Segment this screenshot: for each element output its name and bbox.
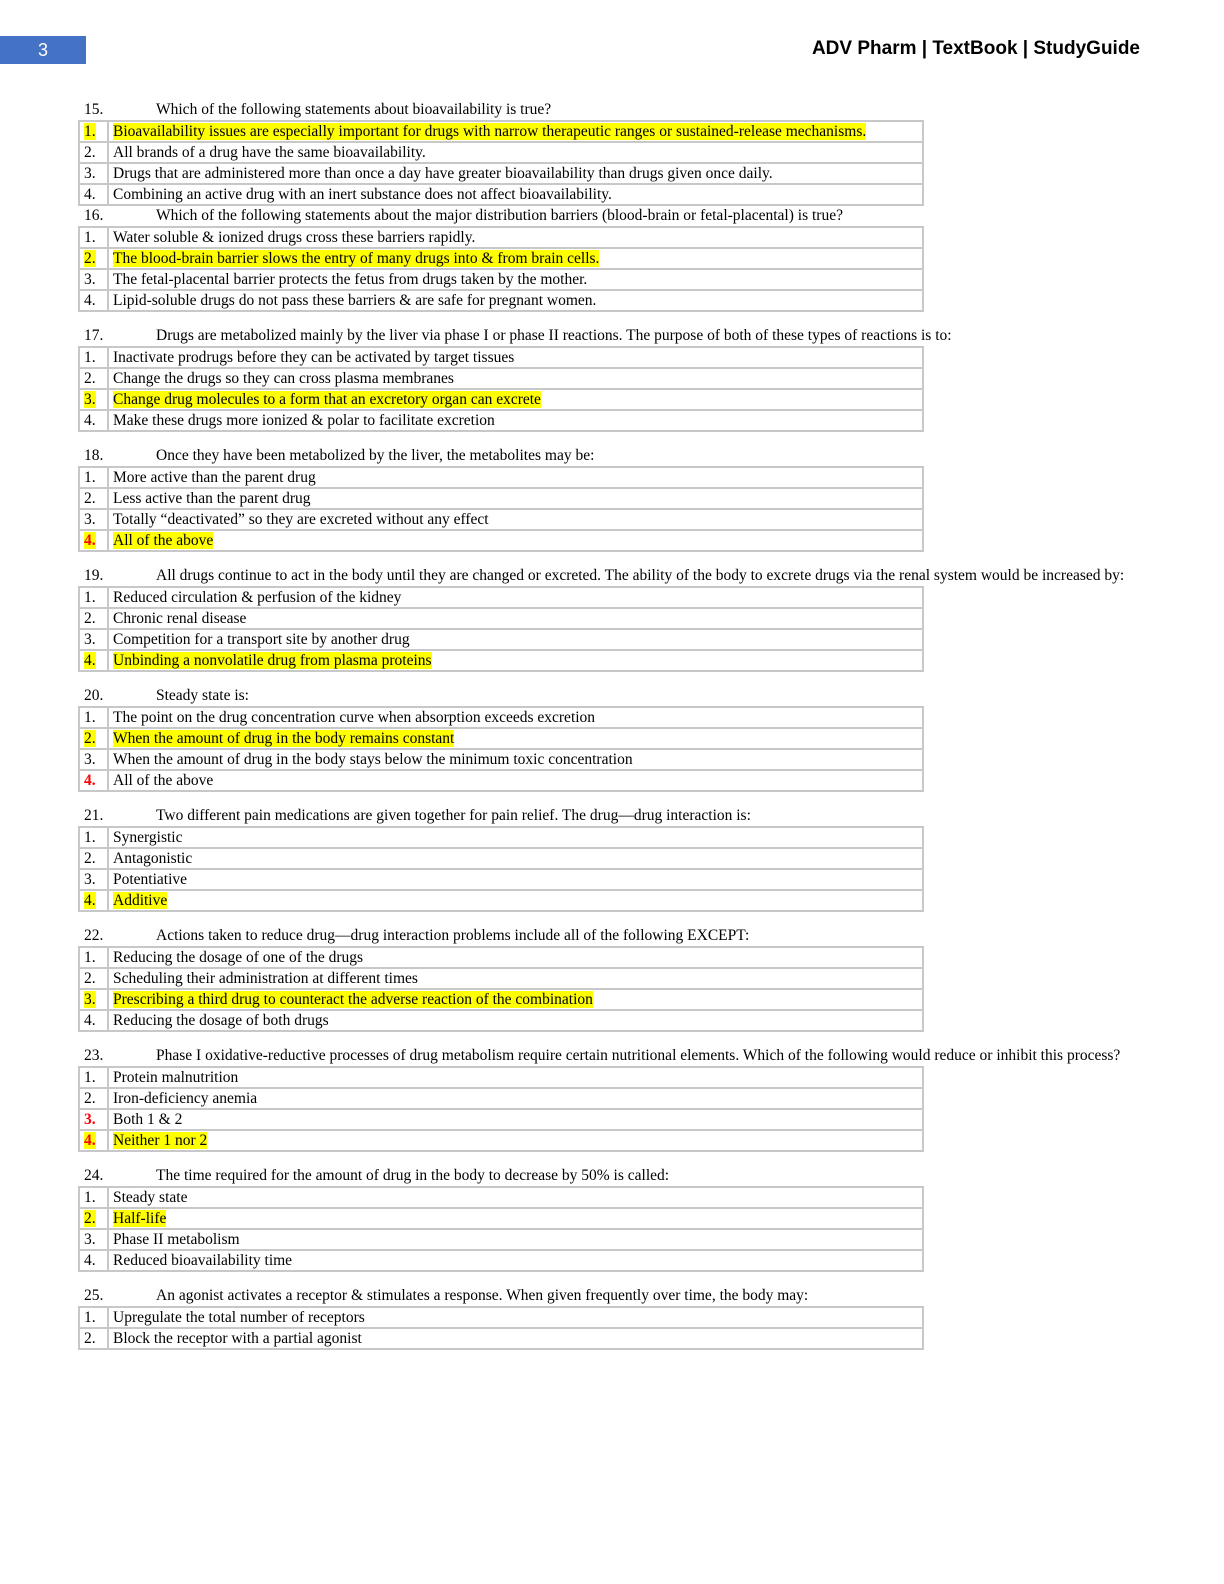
option-row (79, 1130, 923, 1151)
question-text: Once they have been metabolized by the liver, the metabolites may be: (156, 447, 595, 464)
question-stem (78, 1286, 1168, 1306)
option-row (79, 347, 923, 368)
option-number: 4. (84, 1252, 96, 1269)
option-row (79, 1250, 923, 1271)
option-number: 3. (84, 751, 96, 768)
option-text: Drugs that are administered more than once a day have greater bioavailability than drugs given once daily. (113, 165, 773, 182)
question-20 (78, 686, 1168, 792)
header-title: ADV Pharm | TextBook | StudyGuide (811, 38, 1140, 59)
question-stem (78, 326, 1168, 346)
option-text: Potentiative (113, 871, 188, 888)
options-table (78, 466, 924, 552)
option-number: 2. (84, 610, 96, 627)
option-number: 1. (84, 709, 96, 726)
question-text: Two different pain medications are given together for pain relief. The drug—drug interaction is: (156, 807, 751, 824)
option-number: 4. (84, 186, 96, 203)
options-table (78, 120, 924, 206)
option-number: 2. (84, 850, 96, 867)
option-row (79, 1187, 923, 1208)
question-number: 17. (84, 327, 104, 344)
option-text: Additive (113, 892, 168, 909)
option-number: 1. (84, 1069, 96, 1086)
options-table (78, 706, 924, 792)
option-row (79, 749, 923, 770)
option-text: Make these drugs more ionized & polar to facilitate excretion (113, 412, 495, 429)
option-row (79, 467, 923, 488)
option-number: 4. (84, 532, 96, 549)
question-number: 24. (84, 1167, 104, 1184)
option-number: 4. (84, 412, 96, 429)
question-text: The time required for the amount of drug in the body to decrease by 50% is called: (156, 1167, 670, 1184)
question-18 (78, 446, 1168, 552)
question-stem (78, 686, 1168, 706)
question-stem (78, 806, 1168, 826)
option-row (79, 163, 923, 184)
option-row (79, 389, 923, 410)
question-stem (78, 1046, 1168, 1066)
option-number: 1. (84, 123, 96, 140)
question-text: Steady state is: (156, 687, 249, 704)
options-table (78, 1066, 924, 1152)
option-number: 4. (84, 1012, 96, 1029)
option-number: 2. (84, 970, 96, 987)
question-list (78, 100, 1168, 1364)
option-row (79, 227, 923, 248)
option-number: 1. (84, 1309, 96, 1326)
option-number: 1. (84, 229, 96, 246)
option-text: Upregulate the total number of receptors (113, 1309, 365, 1326)
question-number: 21. (84, 807, 104, 824)
option-text: All of the above (113, 532, 214, 549)
option-row (79, 1328, 923, 1349)
option-row (79, 1088, 923, 1109)
option-number: 3. (84, 991, 96, 1008)
option-number: 3. (84, 391, 96, 408)
option-text: Protein malnutrition (113, 1069, 239, 1086)
option-text: The blood-brain barrier slows the entry of many drugs into & from brain cells. (113, 250, 600, 267)
option-row (79, 869, 923, 890)
option-row (79, 1229, 923, 1250)
option-text: Inactivate prodrugs before they can be activated by target tissues (113, 349, 515, 366)
option-text: Water soluble & ionized drugs cross these barriers rapidly. (113, 229, 476, 246)
question-text: Actions taken to reduce drug—drug interaction problems include all of the following EXCEPT: (156, 927, 750, 944)
page-number: 3 (37, 39, 48, 60)
option-text: Steady state (113, 1189, 188, 1206)
option-row (79, 488, 923, 509)
options-table (78, 346, 924, 432)
option-row (79, 248, 923, 269)
option-text: Reducing the dosage of one of the drugs (113, 949, 364, 966)
options-table (78, 1186, 924, 1272)
option-text: Scheduling their administration at different times (113, 970, 418, 987)
question-text: All drugs continue to act in the body until they are changed or excreted. The ability of the body to excrete drugs via the renal system would be increased by: (156, 567, 1125, 584)
option-row (79, 728, 923, 749)
option-text: Antagonistic (113, 850, 193, 867)
option-text: Block the receptor with a partial agonist (113, 1330, 362, 1347)
options-table (78, 586, 924, 672)
question-stem (78, 100, 1168, 120)
question-stem (78, 566, 1168, 586)
option-number: 2. (84, 144, 96, 161)
option-number: 4. (84, 292, 96, 309)
option-row (79, 608, 923, 629)
question-number: 15. (84, 101, 104, 118)
question-text: Which of the following statements about bioavailability is true? (156, 101, 552, 118)
options-table (78, 1306, 924, 1350)
option-text: Both 1 & 2 (113, 1111, 183, 1128)
options-table (78, 946, 924, 1032)
question-stem (78, 446, 1168, 466)
question-number: 20. (84, 687, 104, 704)
option-number: 4. (84, 1132, 96, 1149)
question-19 (78, 566, 1168, 672)
option-number: 3. (84, 631, 96, 648)
option-row (79, 848, 923, 869)
question-22 (78, 926, 1168, 1032)
option-row (79, 968, 923, 989)
option-row (79, 530, 923, 551)
option-row (79, 890, 923, 911)
option-row (79, 707, 923, 728)
option-text: Iron-deficiency anemia (113, 1090, 258, 1107)
option-text: Combining an active drug with an inert substance does not affect bioavailability. (113, 186, 612, 203)
option-text: Neither 1 nor 2 (113, 1132, 208, 1149)
option-number: 2. (84, 1210, 96, 1227)
option-text: Reduced bioavailability time (113, 1252, 293, 1269)
option-text: Change the drugs so they can cross plasma membranes (113, 370, 454, 387)
option-text: The point on the drug concentration curve when absorption exceeds excretion (113, 709, 596, 726)
question-text: Phase I oxidative-reductive processes of drug metabolism require certain nutritional elements. Which of the following would reduce or inhibit this process? (156, 1047, 1121, 1064)
option-text: Synergistic (113, 829, 183, 846)
option-text: All brands of a drug have the same bioavailability. (113, 144, 426, 161)
option-row (79, 587, 923, 608)
option-row (79, 1208, 923, 1229)
option-row (79, 650, 923, 671)
option-text: More active than the parent drug (113, 469, 316, 486)
option-text: Half-life (113, 1210, 167, 1227)
option-number: 3. (84, 165, 96, 182)
question-17 (78, 326, 1168, 432)
question-number: 19. (84, 567, 104, 584)
option-row (79, 142, 923, 163)
option-text: Bioavailability issues are especially important for drugs with narrow therapeutic ranges or sustained-release mechanisms. (113, 123, 867, 140)
option-text: Totally “deactivated” so they are excreted without any effect (113, 511, 489, 528)
option-row (79, 410, 923, 431)
question-number: 25. (84, 1287, 104, 1304)
option-text: Reduced circulation & perfusion of the kidney (113, 589, 402, 606)
question-number: 18. (84, 447, 104, 464)
option-row (79, 184, 923, 205)
question-number: 16. (84, 207, 104, 224)
question-stem (78, 926, 1168, 946)
question-stem (78, 1166, 1168, 1186)
option-number: 1. (84, 829, 96, 846)
option-number: 1. (84, 469, 96, 486)
option-row (79, 770, 923, 791)
option-row (79, 121, 923, 142)
option-number: 3. (84, 271, 96, 288)
question-16 (78, 206, 1168, 312)
question-number: 23. (84, 1047, 104, 1064)
option-number: 2. (84, 490, 96, 507)
option-number: 2. (84, 250, 96, 267)
option-text: Competition for a transport site by another drug (113, 631, 410, 648)
question-25 (78, 1286, 1168, 1350)
question-23 (78, 1046, 1168, 1152)
option-number: 1. (84, 349, 96, 366)
option-text: All of the above (113, 772, 214, 789)
option-row (79, 827, 923, 848)
option-number: 3. (84, 1111, 96, 1128)
option-text: Phase II metabolism (113, 1231, 240, 1248)
question-text: An agonist activates a receptor & stimulates a response. When given frequently over time, the body may: (156, 1287, 809, 1304)
option-number: 3. (84, 1231, 96, 1248)
option-number: 3. (84, 871, 96, 888)
option-text: Lipid-soluble drugs do not pass these barriers & are safe for pregnant women. (113, 292, 597, 309)
question-15 (78, 100, 1168, 206)
option-row (79, 368, 923, 389)
options-table (78, 826, 924, 912)
question-21 (78, 806, 1168, 912)
option-text: Prescribing a third drug to counteract the adverse reaction of the combination (113, 991, 593, 1008)
option-number: 2. (84, 1090, 96, 1107)
option-number: 1. (84, 589, 96, 606)
question-text: Which of the following statements about the major distribution barriers (blood-brain or fetal-placental) is true? (156, 207, 843, 224)
option-number: 2. (84, 1330, 96, 1347)
option-text: Change drug molecules to a form that an excretory organ can excrete (113, 391, 541, 408)
option-number: 2. (84, 370, 96, 387)
option-number: 3. (84, 511, 96, 528)
option-row (79, 269, 923, 290)
option-number: 2. (84, 730, 96, 747)
option-row (79, 290, 923, 311)
question-text: Drugs are metabolized mainly by the liver via phase I or phase II reactions. The purpose of both of these types of reactions is to: (156, 327, 952, 344)
option-row (79, 509, 923, 530)
option-number: 4. (84, 772, 96, 789)
option-number: 4. (84, 652, 96, 669)
option-row (79, 1109, 923, 1130)
option-row (79, 989, 923, 1010)
option-text: Less active than the parent drug (113, 490, 311, 507)
question-stem (78, 206, 1168, 226)
option-number: 1. (84, 1189, 96, 1206)
option-row (79, 1307, 923, 1328)
option-number: 4. (84, 892, 96, 909)
option-text: When the amount of drug in the body remains constant (113, 730, 455, 747)
option-row (79, 629, 923, 650)
question-24 (78, 1166, 1168, 1272)
option-text: When the amount of drug in the body stays below the minimum toxic concentration (113, 751, 633, 768)
option-number: 1. (84, 949, 96, 966)
question-number: 22. (84, 927, 104, 944)
option-row (79, 1067, 923, 1088)
option-text: The fetal-placental barrier protects the fetus from drugs taken by the mother. (113, 271, 588, 288)
option-text: Reducing the dosage of both drugs (113, 1012, 329, 1029)
option-row (79, 947, 923, 968)
option-row (79, 1010, 923, 1031)
options-table (78, 226, 924, 312)
option-text: Chronic renal disease (113, 610, 247, 627)
page-number-badge (0, 36, 86, 64)
option-text: Unbinding a nonvolatile drug from plasma proteins (113, 652, 432, 669)
